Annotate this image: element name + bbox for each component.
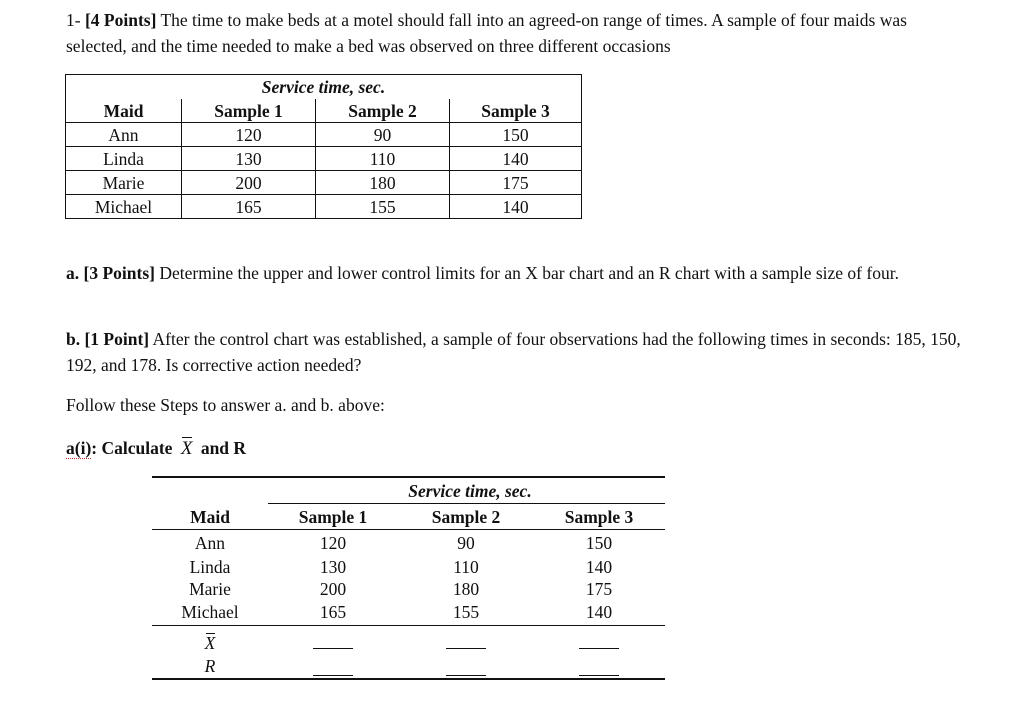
table2-header-sample2: Sample 2 [431, 507, 501, 527]
table2-cell: 120 [319, 533, 347, 553]
step-ai-prefix: a(i) [66, 438, 92, 458]
table1-cell: 90 [316, 123, 450, 147]
table1-cell: 110 [316, 147, 450, 171]
table1-header-maid: Maid [66, 99, 182, 123]
table2-cell: 150 [585, 533, 613, 553]
table1-caption: Service time, sec. [66, 75, 582, 100]
part-a-label: a. [3 Points] [66, 263, 155, 283]
table1-header-sample3: Sample 3 [450, 99, 582, 123]
service-time-table [65, 74, 582, 219]
x-bar-symbol: X [181, 436, 193, 462]
part-b-paragraph [66, 326, 966, 378]
table1-cell: 120 [182, 123, 316, 147]
table2-cell: Michael [181, 602, 239, 622]
range-row-label: R [204, 656, 216, 676]
table1-cell: 150 [450, 123, 582, 147]
table2-caption-rule [268, 503, 665, 504]
table2-cell: Marie [189, 579, 231, 599]
table2-cell: Linda [189, 557, 231, 577]
table2-cell: 180 [452, 579, 480, 599]
table2-header-maid: Maid [190, 507, 230, 527]
table2-cell: 140 [585, 602, 613, 622]
table1-cell: 140 [450, 147, 582, 171]
step-ai-suffix: and R [200, 438, 247, 458]
table-row [66, 171, 582, 195]
table1-cell: 200 [182, 171, 316, 195]
question-text: The time to make beds at a motel should fall into an agreed-on range of times. A sample of four maids was selected, and the time needed to make a bed was observed on three different occasions [66, 10, 907, 56]
table1-cell: 155 [316, 195, 450, 219]
answer-blank[interactable] [446, 675, 486, 676]
question-paragraph [66, 7, 966, 59]
x-bar-symbol: X [204, 633, 216, 653]
table-row [66, 147, 582, 171]
table1-cell: Michael [66, 195, 182, 219]
part-b-label: b. [1 Point] [66, 329, 150, 349]
table2-cell: 140 [585, 557, 613, 577]
table1-cell: Linda [66, 147, 182, 171]
table-row [66, 123, 582, 147]
table2-cell: 175 [585, 579, 613, 599]
table2-top-rule [152, 476, 665, 478]
part-a-paragraph [66, 260, 966, 286]
table1-cell: 140 [450, 195, 582, 219]
part-a-text: Determine the upper and lower control limits for an X bar chart and an R chart with a sample size of four. [159, 263, 899, 283]
table2-header-sample1: Sample 1 [298, 507, 368, 527]
answer-blank[interactable] [313, 648, 353, 649]
table2-cell: 90 [457, 533, 475, 553]
answer-blank[interactable] [579, 675, 619, 676]
table2-cell: 155 [452, 602, 480, 622]
table2-cell: Ann [194, 533, 226, 553]
table2-cell: 110 [453, 557, 479, 577]
answer-blank[interactable] [446, 648, 486, 649]
xbar-row-label [150, 632, 270, 654]
table2-header-rule [152, 529, 665, 530]
answer-blank[interactable] [313, 675, 353, 676]
question-points: [4 Points] [84, 10, 157, 30]
table2-caption: Service time, sec. [408, 481, 532, 501]
table2-bottom-rule [152, 678, 665, 680]
table2-cell: 165 [319, 602, 347, 622]
step-ai-colon: : Calculate [91, 438, 173, 458]
table1-cell: Ann [66, 123, 182, 147]
table1-cell: 165 [182, 195, 316, 219]
table1-header-sample1: Sample 1 [182, 99, 316, 123]
steps-intro: Follow these Steps to answer a. and b. above: [66, 395, 385, 415]
table1-cell: 175 [450, 171, 582, 195]
table2-header-sample3: Sample 3 [564, 507, 634, 527]
table1-cell: Marie [66, 171, 182, 195]
part-b-text: After the control chart was established, a sample of four observations had the following times in seconds: 185, 150, 192, and 178. Is corrective action needed? [66, 329, 961, 375]
table1-header-sample2: Sample 2 [316, 99, 450, 123]
table-row [66, 195, 582, 219]
table2-cell: 200 [319, 579, 347, 599]
table2-cell: 130 [319, 557, 347, 577]
question-number: 1- [66, 10, 81, 30]
table2-body-rule [152, 625, 665, 626]
answer-blank[interactable] [579, 648, 619, 649]
table1-cell: 180 [316, 171, 450, 195]
table1-cell: 130 [182, 147, 316, 171]
step-ai-heading [66, 435, 966, 462]
